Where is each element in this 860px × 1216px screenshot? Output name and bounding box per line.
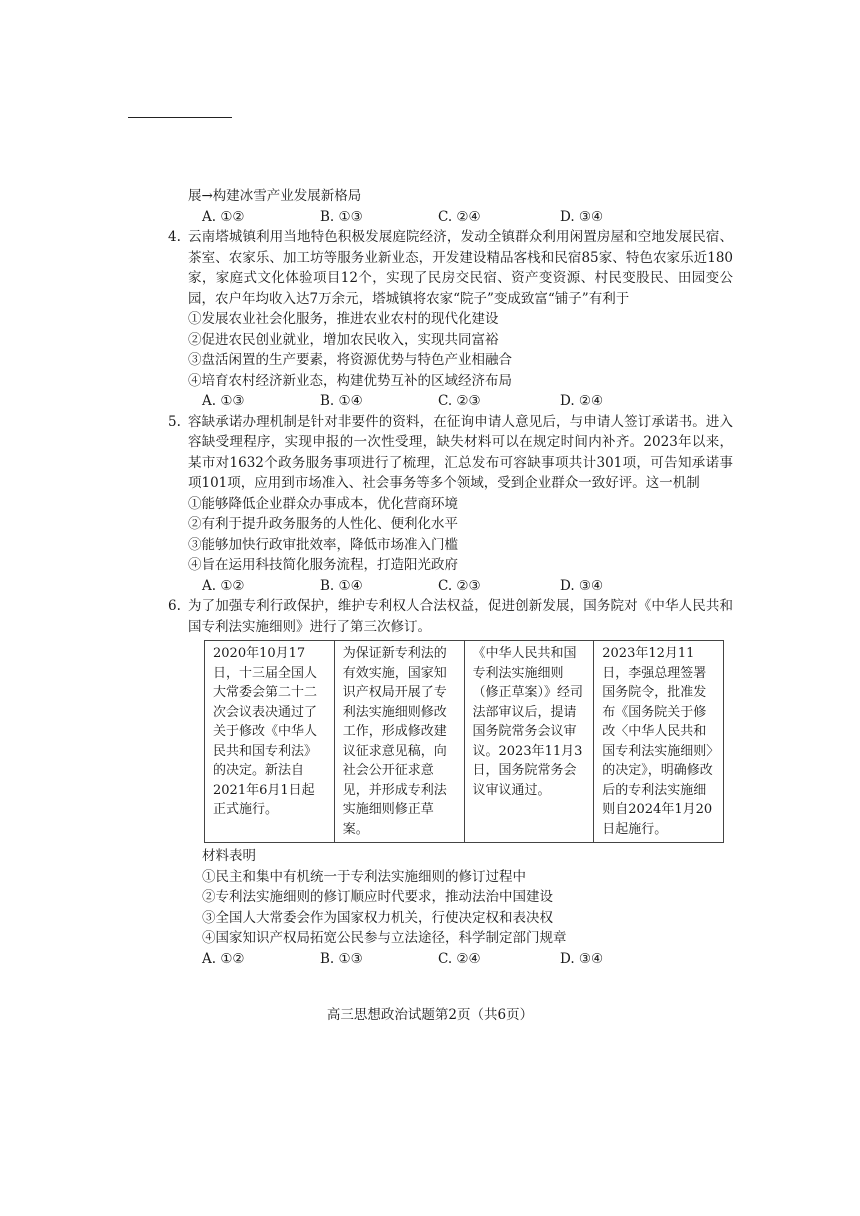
q5-options bbox=[202, 576, 733, 597]
question-4 bbox=[168, 227, 733, 309]
statement-item: ③盘活闲置的生产要素，将资源优势与特色产业相融合 bbox=[188, 352, 512, 368]
q6-option-a[interactable]: A. ①② bbox=[202, 950, 245, 967]
q3-option-c[interactable]: C. ②④ bbox=[438, 208, 481, 225]
question-number: 6. bbox=[168, 598, 181, 614]
q4-option-c[interactable]: C. ②③ bbox=[438, 393, 481, 409]
question-stem: 为了加强专利行政保护，维护专利权人合法权益，促进创新发展，国务院对《中华人民共和国专利法实施细则》进行了第三次修订。 bbox=[188, 598, 733, 635]
statement-item: ④培育农村经济新业态，构建优势互补的区域经济布局 bbox=[188, 372, 512, 389]
q3-options bbox=[202, 207, 733, 228]
q5-option-d[interactable]: D. ③④ bbox=[560, 577, 604, 594]
statement-item: ②有利于提升政务服务的人性化、便利化水平 bbox=[188, 516, 458, 532]
q5-option-b[interactable]: B. ①④ bbox=[320, 577, 363, 594]
q6-option-d[interactable]: D. ③④ bbox=[560, 950, 604, 967]
question-stem: 容缺承诺办理机制是针对非要件的资料，在征询申请人意见后，与申请人签订承诺书。进入容缺受理程序，实现申报的一次性受理，缺失材料可以在规定时间内补齐。2023年以来，某市对1632个政务服务事项进行了梳理，汇总发布可容缺事项共计301项，可告知承诺事项101项，应用到市场准入、社会事务等多个领域，受到企业群众一致好评。这一机制 bbox=[188, 413, 733, 491]
q4-option-b[interactable]: B. ①④ bbox=[320, 393, 363, 409]
statement-item: ①能够降低企业群众办事成本，优化营商环境 bbox=[188, 495, 458, 512]
statement-item: ②专利法实施细则的修订顺应时代要求，推动法治中国建设 bbox=[202, 889, 553, 905]
question-number: 4. bbox=[168, 229, 181, 245]
statement-item: ①民主和集中有机统一于专利法实施细则的修订过程中 bbox=[202, 868, 526, 885]
material-cell-2: 为保证新专利法的有效实施，国家知识产权局开展了专利法实施细则修改工作，形成修改建议征求意见稿，向社会公开征求意见，并形成专利法实施细则修正草案。 bbox=[334, 641, 464, 843]
statement-item: ③能够加快行政审批效率，降低市场准入门槛 bbox=[188, 536, 458, 553]
material-lead: 材料表明 bbox=[202, 848, 256, 864]
question-number: 5. bbox=[168, 413, 181, 430]
question-6 bbox=[168, 596, 733, 637]
material-cell-3: 《中华人民共和国专利法实施细则（修正草案）》经司法部审议后，提请国务院常务会议审议。2023年11月3日，国务院常务会议审议通过。 bbox=[464, 641, 594, 843]
statement-item: ②促进农民创业就业，增加农民收入，实现共同富裕 bbox=[188, 331, 499, 348]
q4-option-a[interactable]: A. ①③ bbox=[202, 393, 245, 409]
q3-option-d[interactable]: D. ③④ bbox=[560, 208, 604, 225]
exam-page bbox=[168, 186, 733, 969]
q5-option-a[interactable]: A. ①② bbox=[202, 577, 245, 594]
q4-option-d[interactable]: D. ②④ bbox=[560, 393, 604, 409]
q4-options bbox=[202, 391, 733, 412]
statement-item: ④国家知识产权局拓宽公民参与立法途径，科学制定部门规章 bbox=[202, 930, 567, 946]
statement-item: ③全国人大常委会作为国家权力机关，行使决定权和表决权 bbox=[202, 909, 553, 926]
question-stem: 云南塔城镇利用当地特色积极发展庭院经济，发动全镇群众利用闲置房屋和空地发展民宿、茶室、农家乐、加工坊等服务业新业态，开发建设精品客栈和民宿85家、特色农家乐近180家，家庭式文化体验项目12个，实现了民房交民宿、资产变资源、村民变股民、田园变公园，农户年均收入达7万余元，塔城镇将农家“院子”变成致富“铺子”有利于 bbox=[188, 229, 733, 307]
q3-tail-text: 展→构建冰雪产业发展新格局 bbox=[188, 188, 362, 204]
question-5 bbox=[168, 412, 733, 494]
material-table bbox=[204, 640, 724, 843]
material-cell-4: 2023年12月11日，李强总理签署国务院令，批准发布《国务院关于修改〈中华人民共和国专利法实施细则〉的决定》，明确修改后的专利法实施细则自2024年1月20日起施行。 bbox=[594, 641, 724, 843]
material-cell-1: 2020年10月17日，十三届全国人大常委会第二十二次会议表决通过了关于修改《中华人民共和国专利法》的决定。新法自2021年6月1日起正式施行。 bbox=[205, 641, 335, 843]
page-footer: 高三思想政治试题第2页（共6页） bbox=[326, 1007, 534, 1023]
q3-option-a[interactable]: A. ①② bbox=[202, 208, 245, 225]
statement-item: ④旨在运用科技简化服务流程，打造阳光政府 bbox=[188, 557, 458, 573]
q6-option-b[interactable]: B. ①③ bbox=[320, 950, 363, 967]
material-row bbox=[205, 641, 724, 843]
header-rule bbox=[128, 117, 232, 118]
statement-item: ①发展农业社会化服务，推进农业农村的现代化建设 bbox=[188, 311, 499, 327]
q5-option-c[interactable]: C. ②③ bbox=[438, 577, 481, 594]
q6-option-c[interactable]: C. ②④ bbox=[438, 950, 481, 967]
q3-option-b[interactable]: B. ①③ bbox=[320, 208, 363, 225]
q6-options bbox=[202, 949, 733, 970]
